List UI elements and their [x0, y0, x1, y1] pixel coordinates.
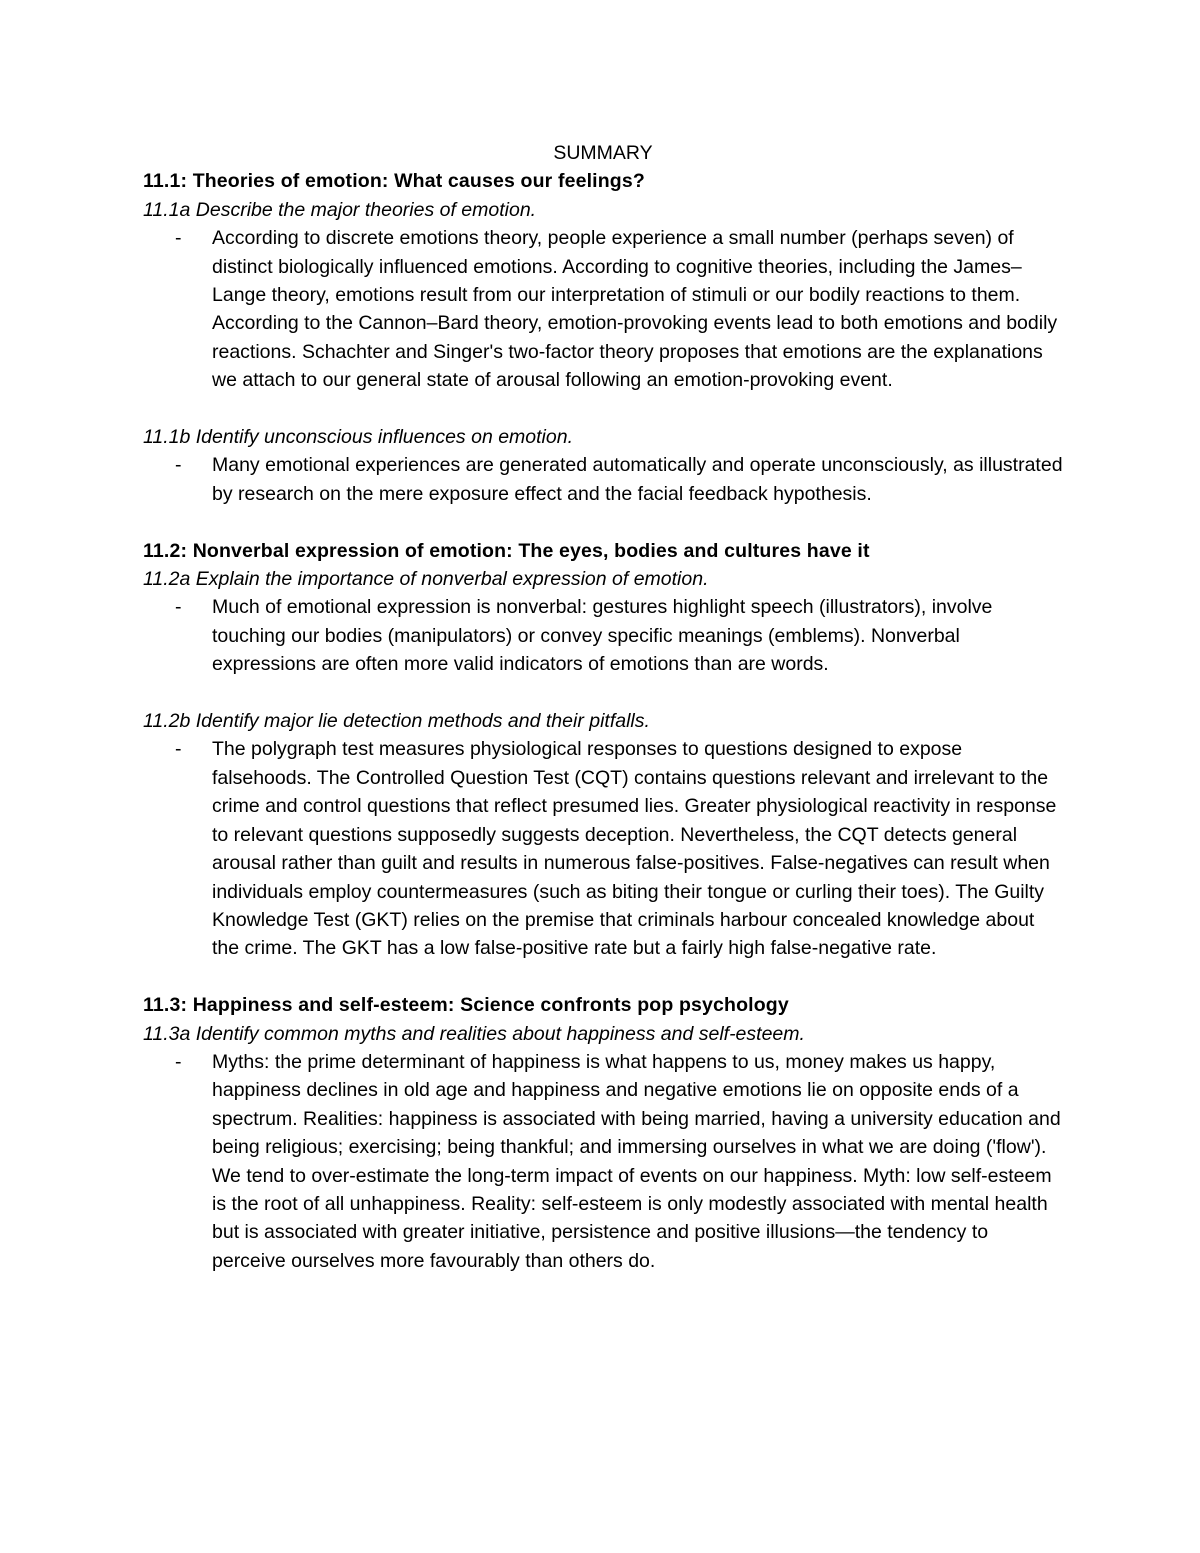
- document-title: SUMMARY: [553, 142, 653, 164]
- learning-objective: 11.1a Describe the major theories of emotion.: [143, 198, 537, 221]
- document-body: [143, 139, 1063, 1275]
- paragraph-gap: [143, 963, 1063, 991]
- bullet-item: [143, 593, 1063, 678]
- section-heading: 11.2: Nonverbal expression of emotion: The eyes, bodies and cultures have it: [143, 539, 870, 562]
- paragraph-gap: [143, 508, 1063, 536]
- paragraph-gap: [143, 395, 1063, 423]
- paragraph-gap: [143, 679, 1063, 707]
- bullet-item: [143, 735, 1063, 962]
- section-heading: 11.1: Theories of emotion: What causes our feelings?: [143, 170, 645, 193]
- bullet-marker: -: [175, 1050, 182, 1073]
- bullet-item: [143, 1048, 1063, 1275]
- bullet-item: [143, 451, 1063, 508]
- bullet-item: [143, 224, 1063, 394]
- learning-objective: 11.2b Identify major lie detection methods and their pitfalls.: [143, 710, 650, 733]
- bullet-text: The polygraph test measures physiological responses to questions designed to expose falsehoods. The Controlled Question Test (CQT) contains questions relevant and irrelevant to the crime and control questions that reflect presumed lies. Greater physiological reactivity in response to relevant questions supposedly suggests deception. Nevertheless, the CQT detects general arousal rather than guilt and results in numerous false-positives. False-negatives can result when individuals employ countermeasures (such as biting their tongue or curling their toes). The Guilty Knowledge Test (GKT) relies on the premise that criminals harbour concealed knowledge about the crime. The GKT has a low false-positive rate but a fairly high false-negative rate.: [212, 738, 1057, 960]
- bullet-text: Myths: the prime determinant of happiness is what happens to us, money makes us happy, happiness declines in old age and happiness and negative emotions lie on opposite ends of a spectrum. Realities: happiness is associated with being married, having a university education and being religious; exercising; being thankful; and immersing ourselves in what we are doing ('flow'). We tend to over-estimate the long-term impact of events on our happiness. Myth: low self-esteem is the root of all unhappiness. Reality: self-esteem is only modestly associated with mental health but is associated with greater initiative, persistence and positive illusions—the tendency to perceive ourselves more favourably than others do.: [212, 1050, 1061, 1272]
- bullet-text: According to discrete emotions theory, people experience a small number (perhaps seven) of distinct biologically influenced emotions. According to cognitive theories, including the James–Lange theory, emotions result from our interpretation of stimuli or our bodily reactions to them. According to the Cannon–Bard theory, emotion-provoking events lead to both emotions and bodily reactions. Schachter and Singer's two-factor theory proposes that emotions are the explanations we attach to our general state of arousal following an emotion-provoking event.: [212, 227, 1058, 392]
- bullet-marker: -: [175, 738, 182, 761]
- bullet-marker: -: [175, 227, 182, 250]
- bullet-marker: -: [175, 596, 182, 619]
- bullet-marker: -: [175, 454, 182, 477]
- learning-objective: 11.3a Identify common myths and realities about happiness and self-esteem.: [143, 1022, 805, 1045]
- learning-objective: 11.2a Explain the importance of nonverbal expression of emotion.: [143, 568, 709, 591]
- bullet-text: Much of emotional expression is nonverbal: gestures highlight speech (illustrators), involve touching our bodies (manipulators) or convey specific meanings (emblems). Nonverbal expressions are often more valid indicators of emotions than are words.: [212, 596, 993, 676]
- bullet-text: Many emotional experiences are generated automatically and operate unconsciously, as illustrated by research on the mere exposure effect and the facial feedback hypothesis.: [212, 454, 1063, 505]
- section-heading: 11.3: Happiness and self-esteem: Science confronts pop psychology: [143, 994, 789, 1017]
- learning-objective: 11.1b Identify unconscious influences on emotion.: [143, 426, 573, 449]
